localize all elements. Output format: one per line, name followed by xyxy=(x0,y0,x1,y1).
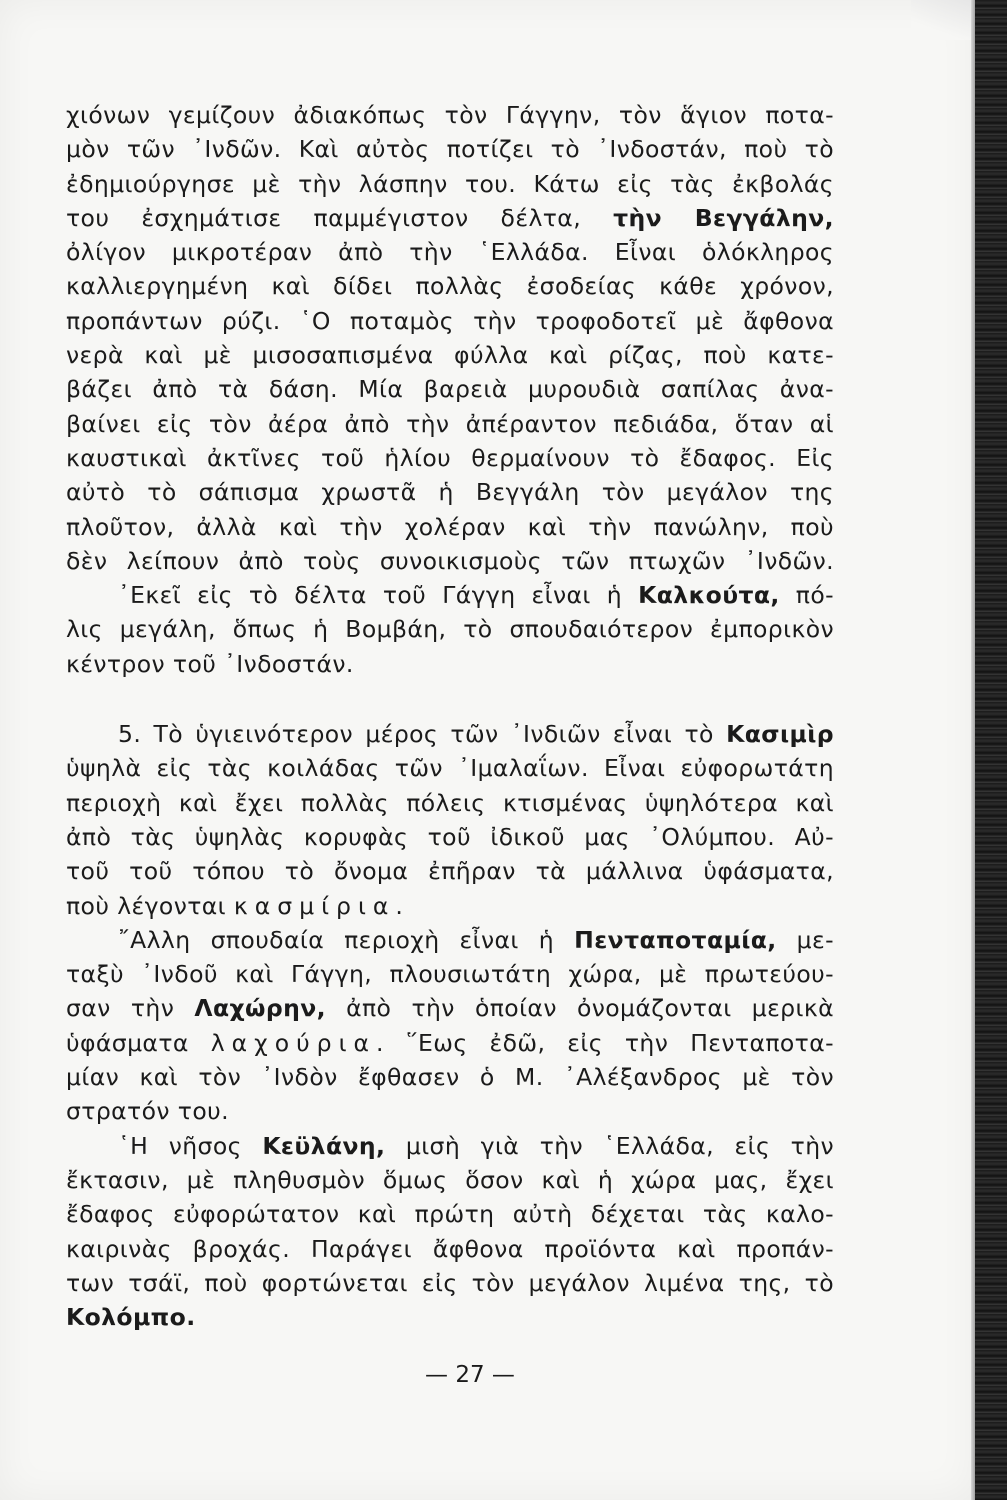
text-line: δὲν λείπουν ἀπὸ τοὺς συνοικισμοὺς τῶν πτωχῶν ᾿Ινδῶν. xyxy=(66,546,834,575)
bold-term-pentapotamia: Πενταποταμία, xyxy=(574,925,777,954)
text-span: ᾿Εκεῖ εἰς τὸ δέλτα τοῦ Γάγγη εἶναι ἡ xyxy=(118,581,639,610)
text-line: ἀπὸ τὰς ὑψηλὰς κορυφὰς τοῦ ἰδικοῦ μας ᾿Ολύμπου. Αὐ- xyxy=(66,822,834,851)
text-span: ἀπὸ τὴν ὁποίαν ὀνομάζονται μερικὰ xyxy=(325,994,834,1023)
spaced-term-kashmiria: κασμίρια. xyxy=(233,891,410,920)
text-line: ταξὺ ᾿Ινδοῦ καὶ Γάγγη, πλουσιωτάτη χώρα, μὲ πρωτεύου- xyxy=(66,960,834,989)
spaced-term-lachouria: λαχούρια xyxy=(210,1028,377,1057)
bold-term-calcutta: Καλκούτα, xyxy=(638,581,780,610)
text-line: καυστικαὶ ἀκτῖνες τοῦ ἡλίου θερμαίνουν τὸ ἔδαφος. Εἰς xyxy=(66,443,834,472)
text-line xyxy=(66,1300,834,1334)
text-span: του ἐσχημάτισε παμμέγιστον δέλτα, xyxy=(66,203,614,232)
text-span: ὑφάσματα xyxy=(66,1028,211,1057)
text-span: ποὺ λέγονται xyxy=(66,891,234,920)
page-number: — 27 — xyxy=(425,1362,515,1388)
paragraph-bengal xyxy=(66,98,834,578)
bold-term-lahore: Λαχώρην, xyxy=(194,994,326,1023)
text-line: ἔκτασιν, μὲ πληθυσμὸν ὅμως ὅσον καὶ ἡ χώρα μας, ἔχει xyxy=(66,1165,834,1194)
text-line: ἔδαφος εὐφορώτατον καὶ πρώτη αὐτὴ δέχεται τὰς καλο- xyxy=(66,1200,834,1229)
text-line: βαίνει εἰς τὸν ἀέρα ἀπὸ τὴν ἀπέραντον πεδιάδα, ὅταν αἱ xyxy=(66,409,834,438)
text-span: με- xyxy=(776,925,834,954)
text-line xyxy=(66,578,834,612)
text-span: σαν τὴν xyxy=(66,994,195,1023)
text-line: αὐτὸ τὸ σάπισμα χρωστᾶ ἡ Βεγγάλη τὸν μεγάλον της xyxy=(66,478,834,507)
text-span: 5. Τὸ ὑγιεινότερον μέρος τῶν ᾿Ινδιῶν εἶναι τὸ xyxy=(118,720,727,749)
text-line xyxy=(66,201,834,235)
text-span: ῾Η νῆσος xyxy=(118,1131,263,1160)
corner-fold xyxy=(911,0,971,40)
text-line: προπάντων ρύζι. ῾Ο ποταμὸς τὴν τροφοδοτεῖ μὲ ἄφθονα xyxy=(66,306,834,335)
text-line: τοῦ τοῦ τόπου τὸ ὄνομα ἐπῆραν τὰ μάλλινα ὑφάσματα, xyxy=(66,857,834,886)
text-line: ἐδημιούργησε μὲ τὴν λάσπην του. Κάτω εἰς τὰς ἐκβολάς xyxy=(66,169,834,198)
paragraph-ceylon xyxy=(66,1129,834,1335)
text-line: καλλιεργημένη καὶ δίδει πολλὰς ἐσοδείας κάθε χρόνον, xyxy=(66,272,834,301)
text-line: στρατόν του. xyxy=(66,1097,229,1126)
paragraph-gap xyxy=(66,681,834,717)
bold-term-ceylon: Κεϋλάνη, xyxy=(262,1131,386,1160)
book-binding xyxy=(975,0,1007,1500)
text-line: ὑψηλὰ εἰς τὰς κοιλάδας τῶν ᾿Ιμαλαΐων. Εἶναι εὐφορωτάτη xyxy=(66,754,834,783)
text-line: νερὰ καὶ μὲ μισοσαπισμένα φύλλα καὶ ρίζας, ποὺ κατε- xyxy=(66,341,834,370)
text-line xyxy=(66,991,834,1025)
text-line: κέντρον τοῦ ᾿Ινδοστάν. xyxy=(66,649,354,678)
text-line: χιόνων γεμίζουν ἀδιακόπως τὸν Γάγγην, τὸν ἅγιον ποτα- xyxy=(66,101,834,129)
text-line: μίαν καὶ τὸν ᾿Ινδὸν ἔφθασεν ὁ Μ. ᾿Αλέξανδρος μὲ τὸν xyxy=(66,1063,834,1092)
bold-term-bengal: τὴν Βεγγάλην, xyxy=(613,203,834,232)
text-line: των τσάϊ, ποὺ φορτώνεται εἰς τὸν μεγάλον λιμένα της, τὸ xyxy=(66,1268,834,1297)
body-text xyxy=(66,98,834,1334)
text-span: πό- xyxy=(779,581,834,610)
text-line: λις μεγάλη, ὅπως ἡ Βομβάη, τὸ σπουδαιότερον ἐμπορικὸν xyxy=(66,615,834,644)
text-line xyxy=(66,717,834,751)
text-line xyxy=(66,889,834,923)
bold-term-colombo: Κολόμπο. xyxy=(66,1303,196,1332)
text-line: μὸν τῶν ᾿Ινδῶν. Καὶ αὐτὸς ποτίζει τὸ ᾿Ινδοστάν, ποὺ τὸ xyxy=(66,135,834,164)
text-line: πλοῦτον, ἀλλὰ καὶ τὴν χολέραν καὶ τὴν πανώλην, ποὺ xyxy=(66,512,834,541)
text-line xyxy=(66,1026,834,1060)
text-line xyxy=(66,923,834,957)
text-span: μισὴ γιὰ τὴν ῾Ελλάδα, εἰς τὴν xyxy=(385,1131,834,1160)
text-span: ῎Αλλη σπουδαία περιοχὴ εἶναι ἡ xyxy=(118,925,575,954)
text-line: βάζει ἀπὸ τὰ δάση. Μία βαρειὰ μυρουδιὰ σαπίλας ἀνα- xyxy=(66,375,834,404)
text-line xyxy=(66,1129,834,1163)
paragraph-kashmir xyxy=(66,717,834,923)
paragraph-punjab xyxy=(66,923,834,1129)
text-line: ὀλίγον μικροτέραν ἀπὸ τὴν ῾Ελλάδα. Εἶναι ὁλόκληρος xyxy=(66,238,834,267)
paragraph-calcutta xyxy=(66,578,834,681)
text-line: περιοχὴ καὶ ἔχει πολλὰς πόλεις κτισμένας ὑψηλότερα καὶ xyxy=(66,788,834,817)
text-span: . ῞Εως ἐδῶ, εἰς τὴν Πενταποτα- xyxy=(376,1028,834,1057)
text-line: καιρινὰς βροχάς. Παράγει ἄφθονα προϊόντα καὶ προπάν- xyxy=(66,1234,834,1263)
bold-term-kashmir: Κασιμὶρ xyxy=(726,720,834,749)
